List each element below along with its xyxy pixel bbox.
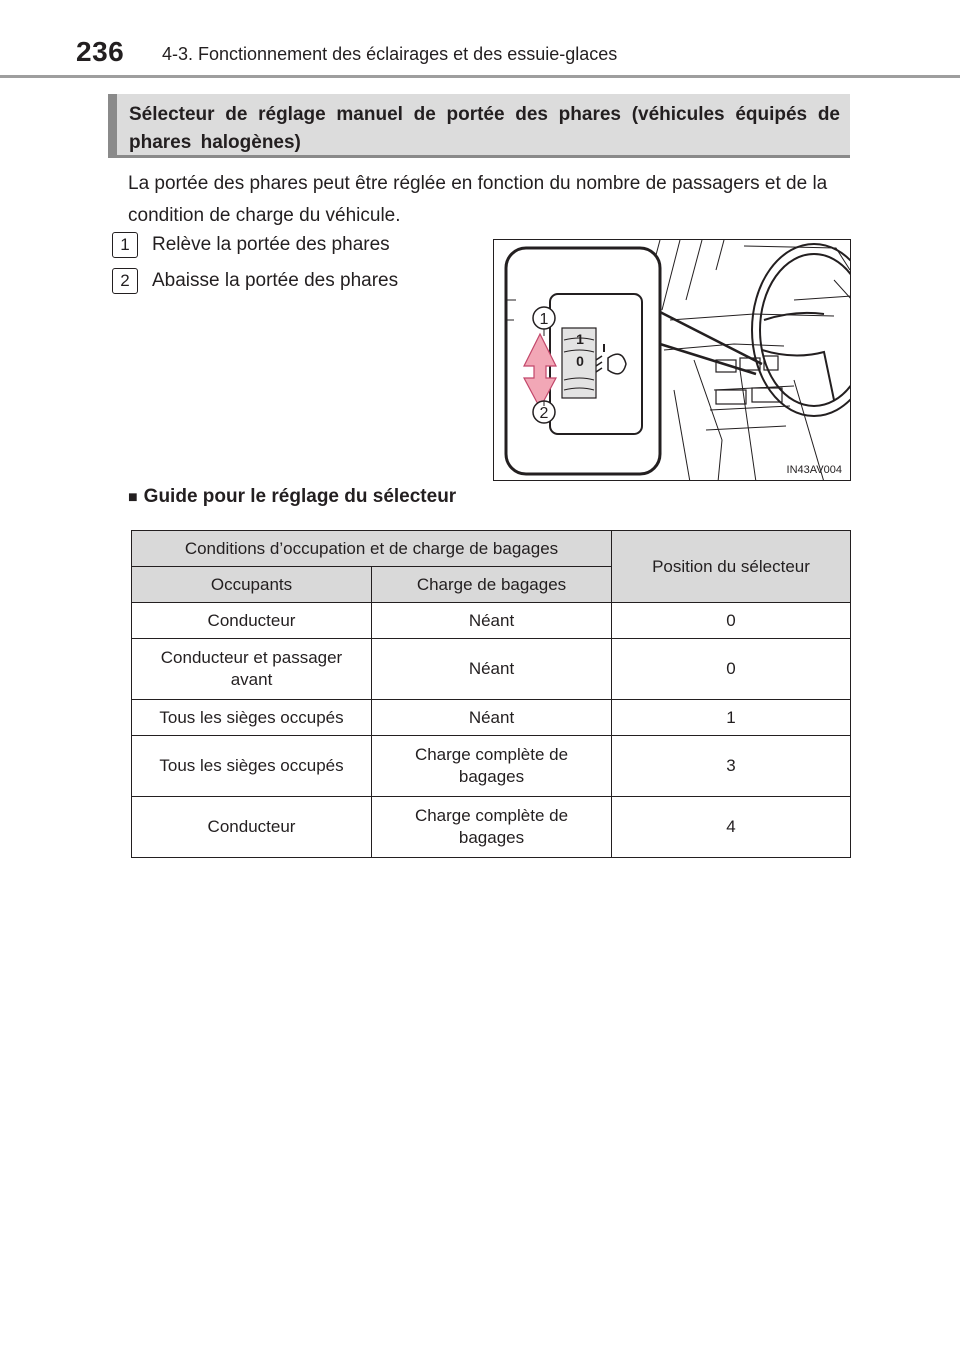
- table-row: [132, 736, 851, 797]
- position-cell: 3: [612, 736, 851, 797]
- callout-2: 2: [539, 405, 549, 422]
- table-header-charge: Charge de bagages: [372, 567, 612, 603]
- item-label: Relève la portée des phares: [152, 234, 390, 255]
- page-header: [0, 0, 960, 80]
- position-cell: 4: [612, 797, 851, 858]
- charge-cell: Charge complète de bagages: [372, 736, 612, 797]
- occupants-cell: Conducteur: [132, 603, 372, 639]
- intro-paragraph: La portée des phares peut être réglée en fonction du nombre de passagers et de la condition de charge du véhicule.: [128, 173, 828, 226]
- position-cell: 0: [612, 603, 851, 639]
- charge-cell: Néant: [372, 603, 612, 639]
- charge-cell: Néant: [372, 700, 612, 736]
- table-row: [132, 700, 851, 736]
- table-row: [132, 797, 851, 858]
- dial-mark-1: 1: [576, 331, 584, 347]
- page-number: 236: [76, 36, 125, 67]
- item-number-badge: 1: [112, 232, 138, 258]
- guide-heading: [128, 486, 456, 508]
- headlight-leveling-illustration: [493, 239, 851, 481]
- occupants-cell: Tous les sièges occupés: [132, 700, 372, 736]
- table-header-occupants: Occupants: [132, 567, 372, 603]
- table-header-conditions: Conditions d’occupation et de charge de bagages: [132, 531, 612, 567]
- item-label: Abaisse la portée des phares: [152, 270, 399, 291]
- occupants-cell: Conducteur: [132, 797, 372, 858]
- dashboard-line-drawing: [494, 240, 851, 481]
- table-row: [132, 639, 851, 700]
- list-item: [112, 232, 390, 258]
- position-cell: 0: [612, 639, 851, 700]
- figure-code: IN43AV004: [786, 464, 842, 476]
- guide-heading-text: Guide pour le réglage du sélecteur: [143, 486, 457, 507]
- list-item: [112, 268, 399, 294]
- callout-1: 1: [539, 311, 549, 328]
- table-header-position: Position du sélecteur: [612, 531, 851, 603]
- table-row: [132, 603, 851, 639]
- charge-cell: Charge complète de bagages: [372, 797, 612, 858]
- item-number-badge: 2: [112, 268, 138, 294]
- dial-mark-0: 0: [576, 353, 584, 369]
- adjustment-guide-table: [131, 530, 851, 858]
- position-cell: 1: [612, 700, 851, 736]
- occupants-cell: Tous les sièges occupés: [132, 736, 372, 797]
- header-divider: [0, 75, 960, 78]
- section-title: Sélecteur de réglage manuel de portée des phares (véhicules équipés de phares halogènes): [129, 104, 840, 153]
- charge-cell: Néant: [372, 639, 612, 700]
- occupants-cell: Conducteur et passager avant: [132, 639, 372, 700]
- square-bullet-icon: ■: [128, 489, 138, 506]
- section-heading-box: [108, 94, 850, 158]
- chapter-title: 4-3. Fonctionnement des éclairages et des essuie-glaces: [162, 44, 618, 64]
